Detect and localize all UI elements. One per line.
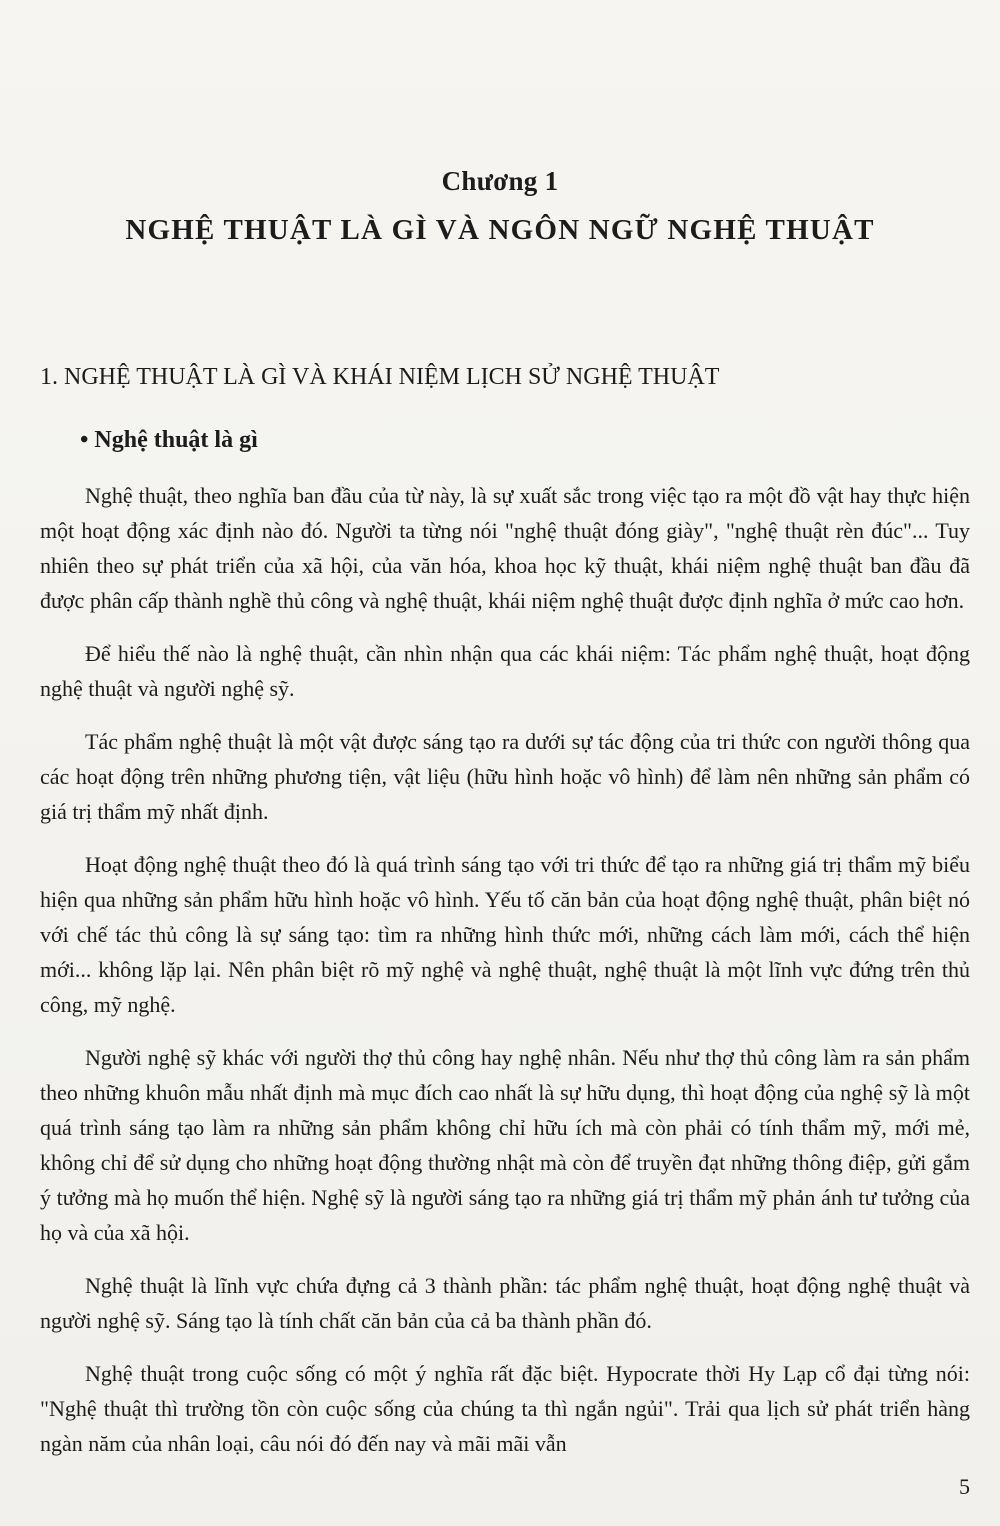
paragraph: Để hiểu thế nào là nghệ thuật, cần nhìn nhận qua các khái niệm: Tác phẩm nghệ thuật, hoạt động nghệ thuật và người nghệ sỹ. (40, 641, 970, 701)
body-text (40, 478, 970, 1479)
paragraph: Tác phẩm nghệ thuật là một vật được sáng tạo ra dưới sự tác động của tri thức con người thông qua các hoạt động trên những phương tiện, vật liệu (hữu hình hoặc vô hình) để làm nên những sản phẩm có giá trị thẩm mỹ nhất định. (40, 729, 970, 824)
page-number: 5 (959, 1474, 970, 1499)
sub-heading (80, 427, 970, 454)
paragraph: Nghệ thuật trong cuộc sống có một ý nghĩa rất đặc biệt. Hypocrate thời Hy Lạp cổ đại từng nói: "Nghệ thuật thì trường tồn còn cuộc sống của chúng ta thì ngắn ngủi". Trải qua lịch sử phát triển hàng ngàn năm của nhân loại, câu nói đó đến nay và mãi mãi vẫn (40, 1361, 970, 1456)
sub-heading-text: Nghệ thuật là gì (94, 427, 258, 453)
chapter-label: Chương 1 (441, 166, 559, 196)
chapter-title: NGHỆ THUẬT LÀ GÌ VÀ NGÔN NGỮ NGHỆ THUẬT (125, 214, 875, 246)
bullet-icon: • (80, 427, 89, 453)
section-heading: 1. NGHỆ THUẬT LÀ GÌ VÀ KHÁI NIỆM LỊCH SỬ NGHỆ THUẬT (40, 364, 720, 390)
paragraph: Người nghệ sỹ khác với người thợ thủ công hay nghệ nhân. Nếu như thợ thủ công làm ra sản phẩm theo những khuôn mẫu nhất định mà mục đích cao nhất là sự hữu dụng, thì hoạt động của nghệ sỹ là một quá trình sáng tạo làm ra những sản phẩm không chỉ hữu ích mà còn phải có tính thẩm mỹ, mới mẻ, không chỉ để sử dụng cho những hoạt động thường nhật mà còn để truyền đạt những thông điệp, gửi gắm ý tưởng mà họ muốn thể hiện. Nghệ sỹ là người sáng tạo ra những giá trị thẩm mỹ phản ánh tư tưởng của họ và của xã hội. (40, 1045, 970, 1245)
paragraph: Nghệ thuật, theo nghĩa ban đầu của từ này, là sự xuất sắc trong việc tạo ra một đồ vật hay thực hiện một hoạt động xác định nào đó. Người ta từng nói "nghệ thuật đóng giày", "nghệ thuật rèn đúc"... Tuy nhiên theo sự phát triển của xã hội, của văn hóa, khoa học kỹ thuật, khái niệm nghệ thuật ban đầu đã được phân cấp thành nghề thủ công và nghệ thuật, khái niệm nghệ thuật được định nghĩa ở mức cao hơn. (40, 483, 970, 613)
paragraph: Nghệ thuật là lĩnh vực chứa đựng cả 3 thành phần: tác phẩm nghệ thuật, hoạt động nghệ thuật và người nghệ sỹ. Sáng tạo là tính chất căn bản của cả ba thành phần đó. (40, 1273, 970, 1333)
paragraph: Hoạt động nghệ thuật theo đó là quá trình sáng tạo với tri thức để tạo ra những giá trị thẩm mỹ biểu hiện qua những sản phẩm hữu hình hoặc vô hình. Yếu tố căn bản của hoạt động nghệ thuật, phân biệt nó với chế tác thủ công là sự sáng tạo: tìm ra những hình thức mới, những cách làm mới, cách thể hiện mới... không lặp lại. Nên phân biệt rõ mỹ nghệ và nghệ thuật, nghệ thuật là một lĩnh vực đứng trên thủ công, mỹ nghệ. (40, 852, 970, 1017)
